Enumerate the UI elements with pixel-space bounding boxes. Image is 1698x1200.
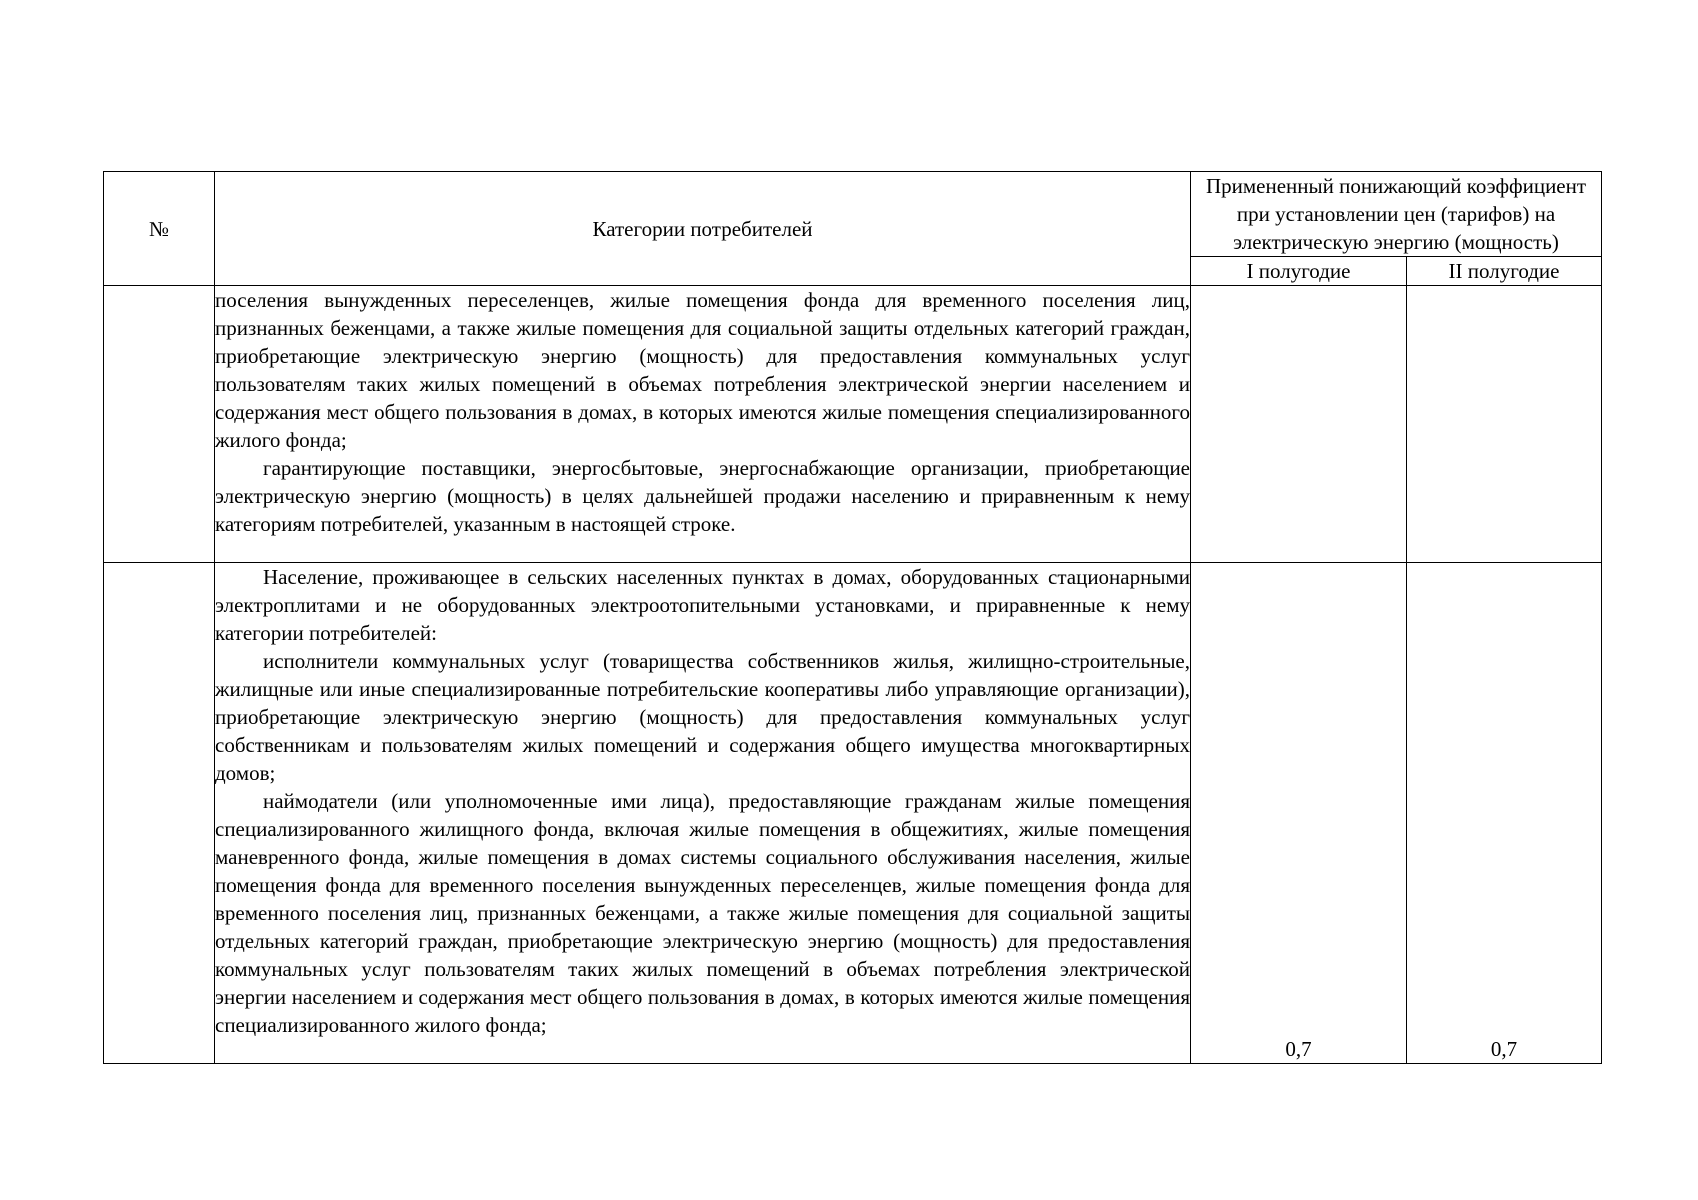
category-paragraph: наймодатели (или уполномоченные ими лица), предоставляющие гражданам жилые помещения специализированного жилищного фонда, включая жилые помещения в общежитиях, жилые помещения маневренного фонда, жилые помещения в домах системы социального обслуживания населения, жилые помещения фонда для временного поселения вынужденных переселенцев, жилые помещения фонда для временного поселения лиц, признанных беженцами, а также жилые помещения для социальной защиты отдельных категорий граждан, приобретающие электрическую энергию (мощность) для предоставления коммунальных услуг пользователям таких жилых помещений в объемах потребления электрической энергии населением и содержания мест общего пользования в домах, в которых имеются жилые помещения специализированного жилого фонда; [215,789,1190,1037]
category-cell [215,563,1191,1064]
header-coefficient: Примененный понижающий коэффициент при установлении цен (тарифов) на электрическую энергию (мощность) [1191,172,1602,257]
header-half2: II полугодие [1407,257,1602,286]
half1-value: 0,7 [1191,563,1407,1064]
header-number: № [104,172,215,286]
table-row [104,286,1602,563]
category-paragraph: исполнители коммунальных услуг (товарищества собственников жилья, жилищно-строительные, жилищные или иные специализированные потребительские кооперативы либо управляющие организации), приобретающие электрическую энергию (мощность) для предоставления коммунальных услуг собственникам и пользователям жилых помещений и содержания общего имущества многоквартирных домов; [215,649,1190,785]
category-paragraph: поселения вынужденных переселенцев, жилые помещения фонда для временного поселения лиц, признанных беженцами, а также жилые помещения для социальной защиты отдельных категорий граждан, приобретающие электрическую энергию (мощность) для предоставления коммунальных услуг пользователям таких жилых помещений в объемах потребления электрической энергии населением и содержания мест общего пользования в домах, в которых имеются жилые помещения специализированного жилого фонда; [215,288,1190,452]
category-paragraph: гарантирующие поставщики, энергосбытовые, энергоснабжающие организации, приобретающие электрическую энергию (мощность) в целях дальнейшей продажи населению и приравненным к нему категориям потребителей, указанным в настоящей строке. [215,456,1190,536]
half2-value [1407,286,1602,563]
half1-value [1191,286,1407,563]
header-categories: Категории потребителей [215,172,1191,286]
header-half1: I полугодие [1191,257,1407,286]
tariff-table [103,171,1602,1064]
table-row [104,563,1602,1064]
category-cell [215,286,1191,563]
row-number [104,563,215,1064]
row-number [104,286,215,563]
half2-value: 0,7 [1407,563,1602,1064]
category-paragraph: Население, проживающее в сельских населенных пунктах в домах, оборудованных стационарными электроплитами и не оборудованных электроотопительными установками, и приравненные к нему категории потребителей: [215,565,1190,645]
